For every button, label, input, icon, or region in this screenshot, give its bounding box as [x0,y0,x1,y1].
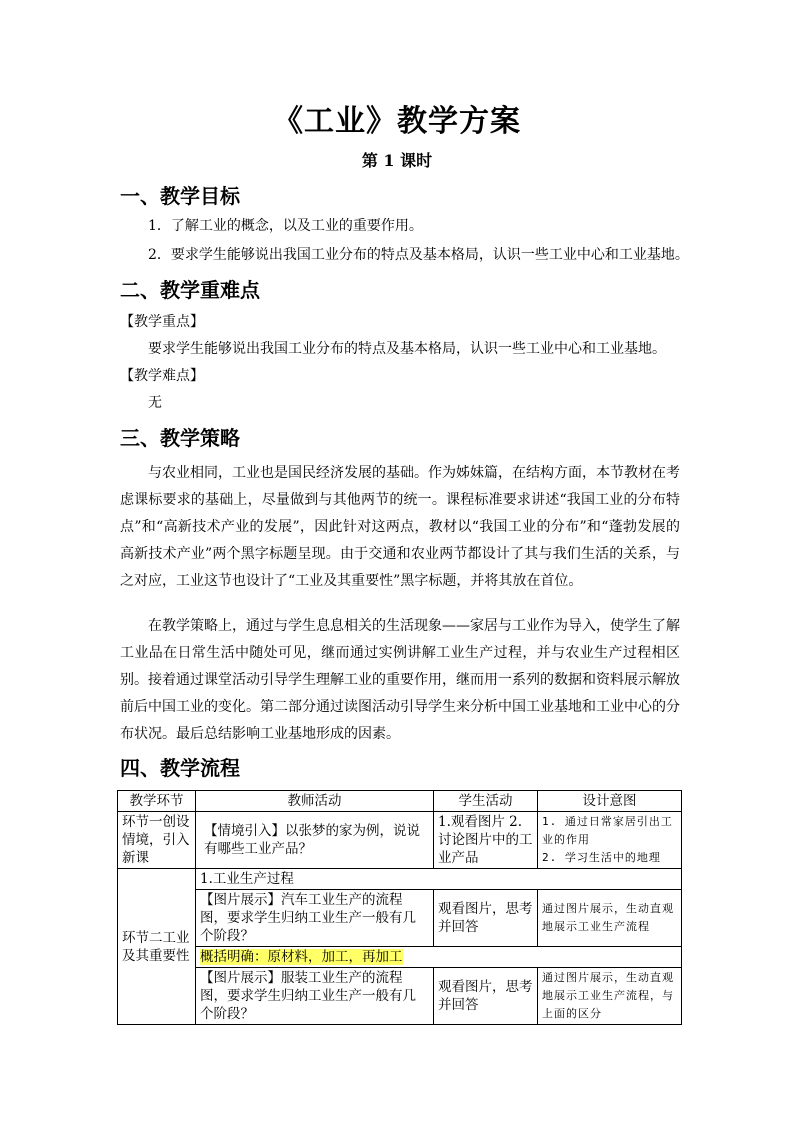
teacher-activity-cell: 【图片展示】服装工业生产的流程图，要求学生归纳工业生产一般有几个阶段？ [196,968,434,1025]
table-row [118,869,682,890]
section-heading-objectives: 一、教学目标 [120,184,240,208]
header-design-intent: 设计意图 [538,791,682,812]
header-teacher-activity: 教师活动 [196,791,434,812]
table-row [118,947,682,968]
student-activity-cell: 观看图片，思考并回答 [434,890,538,947]
design-intent-cell: 通过图片展示，生动直观地展示工业生产流程 [538,890,682,947]
header-student-activity: 学生活动 [434,791,538,812]
lesson-period: 第 1 课时 [361,151,433,170]
table-row [118,968,682,1025]
objective-item-1: 1．了解工业的概念，以及工业的重要作用。 [148,218,423,234]
stage-cell: 环节一创设情境，引入新课 [118,812,196,869]
section-heading-key-points: 二、教学重难点 [120,278,260,302]
section-heading-strategy: 三、教学策略 [120,426,240,450]
table-header-row [118,791,682,812]
stage-cell: 环节二工业及其重要性 [118,869,196,1025]
design-intent-cell: 通过图片展示，生动直观地展示工业生产流程，与上面的区分 [538,968,682,1025]
table-row [118,812,682,869]
teacher-activity-cell: 【图片展示】汽车工业生产的流程图，要求学生归纳工业生产一般有几个阶段？ [196,890,434,947]
key-point-label: 【教学重点】 [120,314,204,330]
strategy-paragraph-2: 在教学策略上，通过与学生息息相关的生活现象——家居与工业作为导入，使学生了解工业品在日常生活中随处可见，继而通过实例讲解工业生产过程，并与农业生产过程相区别。接着通过课堂活动引导学生理解工业的重要作用，继而用一系列的数据和资料展示解放前后中国工业的变化。第二部分通过读图活动引导学生来分析中国工业基地和工业中心的分布状况。最后总结影响工业基地形成的因素。 [120,618,680,742]
table-row [118,890,682,947]
summary-cell [196,947,682,968]
student-activity-cell: 观看图片，思考并回答 [434,968,538,1025]
difficult-point-text: 无 [148,395,162,411]
difficult-point-label: 【教学难点】 [120,368,204,384]
sub-heading-cell: 1.工业生产过程 [196,869,682,890]
teacher-activity-cell: 【情境引入】以张梦的家为例，说说有哪些工业产品？ [196,812,434,869]
design-intent-line-1: 1. 通过日常家居引出工业的作用 [542,815,673,846]
summary-highlight: 概括明确：原材料，加工，再加工 [200,949,403,965]
student-activity-cell: 1.观看图片 2.讨论图片中的工业产品 [434,812,538,869]
design-intent-line-2: 2. 学习生活中的地理 [542,851,661,864]
design-intent-cell [538,812,682,869]
document-title: 《工业》教学方案 [273,104,521,139]
teaching-process-table [117,790,682,1025]
header-stage: 教学环节 [118,791,196,812]
strategy-paragraph-1: 与农业相同，工业也是国民经济发展的基础。作为姊妹篇，在结构方面，本节教材在考虑课标要求的基础上，尽量做到与其他两节的统一。课程标准要求讲述“我国工业的分布特点”和“高新技术产业的发展”，因此针对这两点，教材以“我国工业的分布”和“蓬勃发展的高新技术产业”两个黑字标题呈现。由于交通和农业两节都设计了其与我们生活的关系，与之对应，工业这节也设计了“工业及其重要性”黑字标题，并将其放在首位。 [120,465,680,589]
key-point-text: 要求学生能够说出我国工业分布的特点及基本格局，认识一些工业中心和工业基地。 [148,341,666,357]
objective-item-2: 2．要求学生能够说出我国工业分布的特点及基本格局，认识一些工业中心和工业基地。 [148,247,689,263]
section-heading-process: 四、教学流程 [120,756,240,780]
